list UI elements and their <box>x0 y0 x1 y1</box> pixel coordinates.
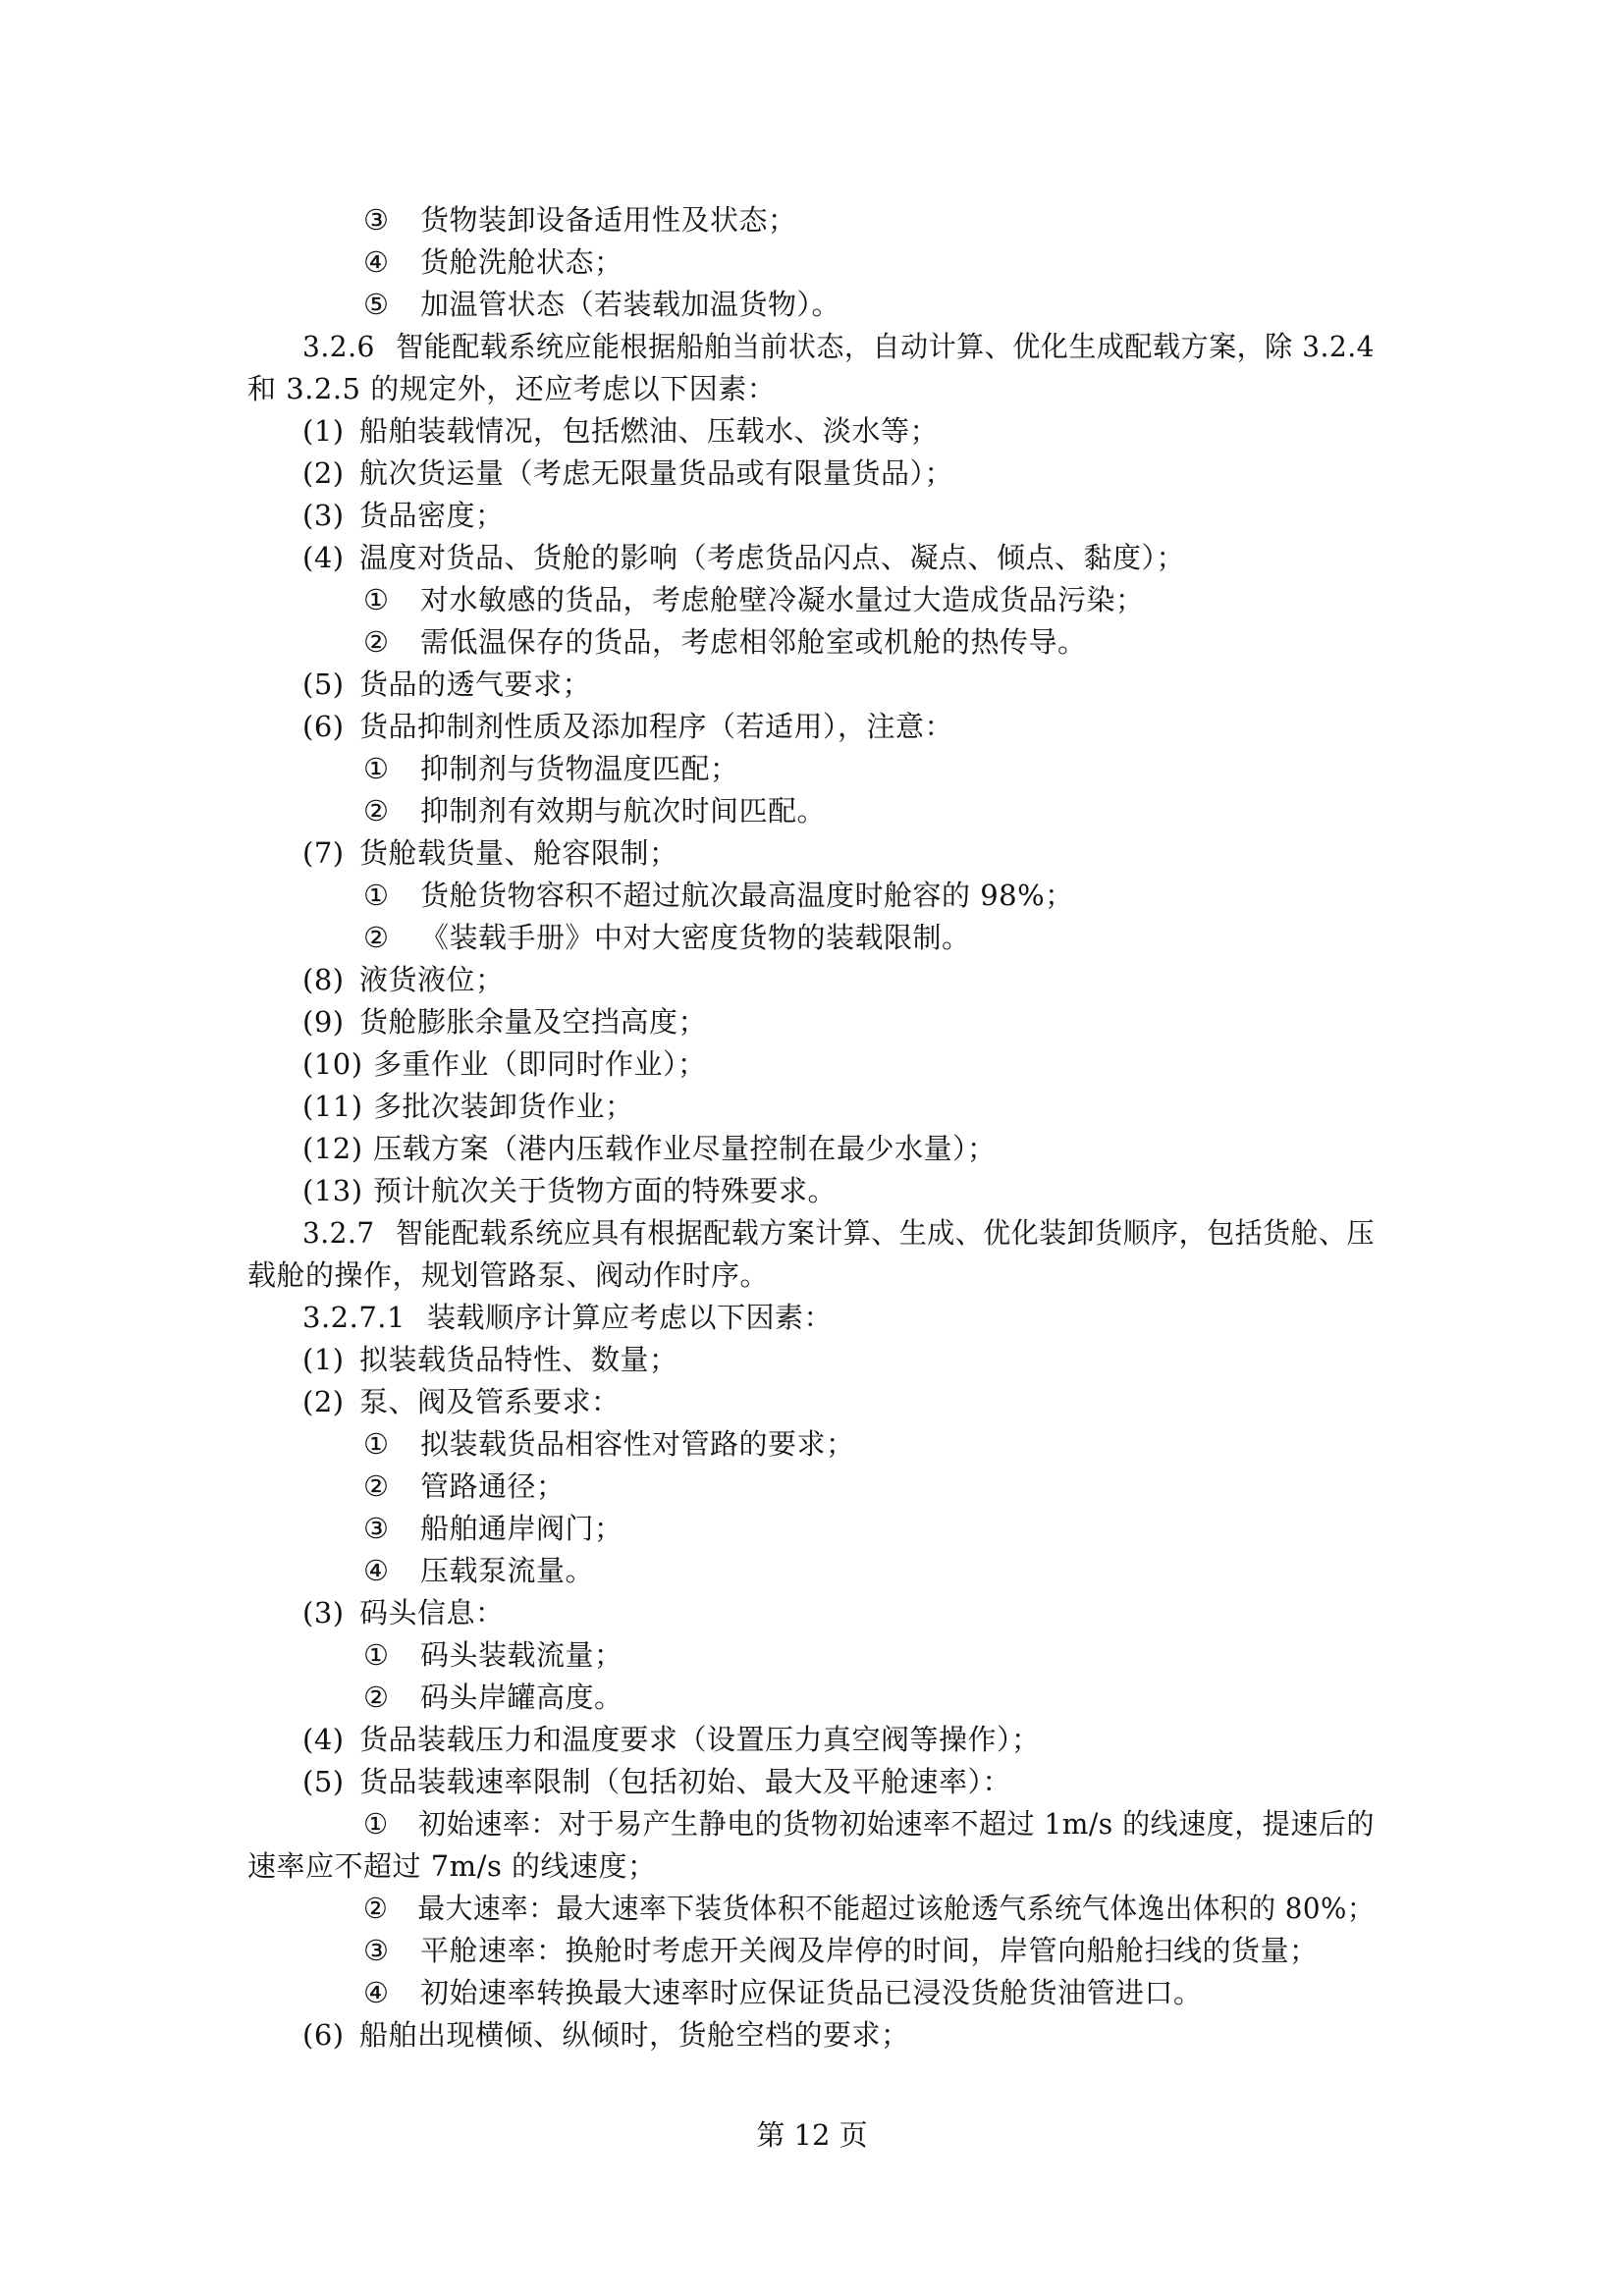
list-text: 货品抑制剂性质及添加程序（若适用），注意： <box>359 710 954 743</box>
list-marker: ② <box>363 1681 390 1714</box>
list-text: 货品装载压力和温度要求（设置压力真空阀等操作）； <box>359 1723 1041 1756</box>
paragraph-continuation <box>247 1846 657 1886</box>
list-marker: (2) <box>302 456 345 490</box>
list-item <box>302 1340 678 1379</box>
list-item <box>302 1002 707 1041</box>
list-marker: (10) <box>302 1047 363 1081</box>
list-item <box>302 665 591 704</box>
clause-number: 3.2.6 <box>302 330 375 363</box>
list-item <box>363 1973 1203 2012</box>
list-marker: ③ <box>363 203 390 237</box>
list-item <box>302 1720 1041 1759</box>
list-item <box>302 707 953 746</box>
list-text: 拟装载货品相容性对管路的要求； <box>420 1427 855 1461</box>
list-item <box>302 411 939 451</box>
list-marker: ④ <box>363 245 390 279</box>
list-marker: ① <box>363 879 390 912</box>
list-marker: ① <box>363 1807 389 1841</box>
list-marker: (6) <box>302 2018 345 2052</box>
clause-heading <box>302 327 1375 366</box>
list-text: 拟装载货品特性、数量； <box>359 1343 678 1376</box>
paragraph-text: 和 3.2.5 的规定外，还应考虑以下因素： <box>247 372 777 405</box>
list-item <box>302 1171 837 1210</box>
list-item <box>363 580 1145 619</box>
list-item <box>363 285 840 324</box>
list-item <box>363 1678 623 1717</box>
list-item <box>363 200 797 240</box>
list-text: 初始速率：对于易产生静电的货物初始速率不超过 1m/s 的线速度，提速后的 <box>418 1807 1375 1841</box>
list-text: 预计航次关于货物方面的特殊要求。 <box>373 1174 838 1207</box>
list-item <box>363 1424 855 1464</box>
list-marker: (1) <box>302 414 345 448</box>
list-marker: (7) <box>302 836 345 870</box>
list-marker: (3) <box>302 499 345 532</box>
list-text: 货舱载货量、舱容限制； <box>359 836 678 870</box>
list-item <box>363 876 1074 915</box>
list-item <box>302 960 505 999</box>
list-text: 货舱洗舱状态； <box>420 245 623 279</box>
page-number-footer: 第 12 页 <box>756 2118 868 2152</box>
list-item <box>302 496 505 535</box>
paragraph-continuation <box>247 369 776 408</box>
list-item <box>302 454 953 493</box>
list-marker: ④ <box>363 1976 390 2009</box>
list-text: 货品密度； <box>359 499 505 532</box>
list-marker: ② <box>363 625 390 659</box>
list-text: 平舱速率：换舱时考虑开关阀及岸停的时间，岸管向船舱扫线的货量； <box>420 1934 1319 1967</box>
list-marker: (3) <box>302 1596 345 1629</box>
list-text: 多重作业（即同时作业）； <box>373 1047 707 1081</box>
list-text: 航次货运量（考虑无限量货品或有限量货品）； <box>359 456 954 490</box>
list-marker: (2) <box>302 1385 345 1418</box>
list-text: 货品装载速率限制（包括初始、最大及平舱速率）： <box>359 1765 1012 1798</box>
list-text: 码头信息： <box>359 1596 505 1629</box>
list-text: 码头岸罐高度。 <box>420 1681 623 1714</box>
list-text: 货舱膨胀余量及空挡高度； <box>359 1005 708 1039</box>
clause-number: 3.2.7.1 <box>302 1301 406 1334</box>
list-item <box>363 1551 594 1590</box>
list-item <box>363 622 1087 662</box>
list-marker: (13) <box>302 1174 363 1207</box>
list-item <box>363 242 623 282</box>
list-marker: ② <box>363 794 390 828</box>
list-text: 最大速率：最大速率下装货体积不能超过该舱透气系统气体逸出体积的 80%； <box>417 1892 1376 1925</box>
list-text: 《装载手册》中对大密度货物的装载限制。 <box>420 921 971 954</box>
list-text: 液货液位； <box>359 963 505 996</box>
list-item <box>302 1129 997 1168</box>
list-marker: (1) <box>302 1343 345 1376</box>
list-text: 压载泵流量。 <box>420 1554 595 1587</box>
list-text: 船舶通岸阀门； <box>420 1512 623 1545</box>
list-item <box>363 749 739 788</box>
list-marker: (4) <box>302 1723 345 1756</box>
list-marker: ② <box>363 921 390 954</box>
list-marker: ⑤ <box>363 288 390 321</box>
list-item <box>363 1931 1319 1970</box>
list-marker: (12) <box>302 1132 363 1165</box>
list-marker: ① <box>363 583 390 616</box>
list-marker: ② <box>363 1892 389 1925</box>
list-text: 货舱货物容积不超过航次最高温度时舱容的 98%； <box>420 879 1074 912</box>
list-text: 对水敏感的货品，考虑舱壁冷凝水量过大造成货品污染； <box>420 583 1145 616</box>
paragraph-text: 载舱的操作，规划管路泵、阀动作时序。 <box>247 1258 770 1292</box>
list-item <box>363 1804 1375 1843</box>
list-item <box>302 1593 505 1632</box>
list-item <box>363 1467 566 1506</box>
list-item <box>302 2015 910 2055</box>
list-text: 泵、阀及管系要求： <box>359 1385 621 1418</box>
list-text: 货品的透气要求； <box>359 667 592 701</box>
clause-text: 智能配载系统应具有根据配载方案计算、生成、优化装卸货顺序，包括货舱、压 <box>395 1216 1376 1250</box>
list-item <box>363 1509 623 1548</box>
list-text: 货物装卸设备适用性及状态； <box>420 203 797 237</box>
list-marker: (5) <box>302 1765 345 1798</box>
list-item <box>363 1635 623 1675</box>
list-marker: (4) <box>302 541 345 574</box>
list-marker: (11) <box>302 1090 363 1123</box>
list-marker: (8) <box>302 963 345 996</box>
list-text: 抑制剂与货物温度匹配； <box>420 752 739 785</box>
list-marker: ① <box>363 1427 390 1461</box>
list-text: 需低温保存的货品，考虑相邻舱室或机舱的热传导。 <box>420 625 1087 659</box>
clause-heading <box>302 1298 833 1337</box>
list-marker: (6) <box>302 710 345 743</box>
list-item <box>363 1889 1375 1928</box>
list-text: 多批次装卸货作业； <box>373 1090 634 1123</box>
list-item <box>302 833 678 873</box>
clause-text: 智能配载系统应能根据船舶当前状态，自动计算、优化生成配载方案，除 3.2.4 <box>396 330 1375 363</box>
list-item <box>302 1382 621 1421</box>
list-text: 温度对货品、货舱的影响（考虑货品闪点、凝点、倾点、黏度）； <box>359 541 1186 574</box>
list-text: 船舶装载情况，包括燃油、压载水、淡水等； <box>359 414 940 448</box>
list-marker: ③ <box>363 1934 390 1967</box>
paragraph-continuation <box>247 1255 769 1295</box>
list-text: 抑制剂有效期与航次时间匹配。 <box>420 794 827 828</box>
list-marker: ④ <box>363 1554 390 1587</box>
list-marker: ③ <box>363 1512 390 1545</box>
list-item <box>363 791 826 830</box>
list-item <box>302 1044 707 1084</box>
clause-heading <box>302 1213 1375 1253</box>
list-marker: (9) <box>302 1005 345 1039</box>
list-marker: ② <box>363 1469 390 1503</box>
list-item <box>302 1087 634 1126</box>
list-text: 加温管状态（若装载加温货物）。 <box>420 288 841 321</box>
list-text: 船舶出现横倾、纵倾时，货舱空档的要求； <box>359 2018 910 2052</box>
list-marker: (5) <box>302 667 345 701</box>
list-text: 管路通径； <box>420 1469 566 1503</box>
list-text: 压载方案（港内压载作业尽量控制在最少水量）； <box>373 1132 997 1165</box>
clause-number: 3.2.7 <box>302 1216 375 1250</box>
clause-text: 装载顺序计算应考虑以下因素： <box>426 1301 833 1334</box>
list-text: 码头装载流量； <box>420 1638 623 1672</box>
list-marker: ① <box>363 1638 390 1672</box>
list-marker: ① <box>363 752 390 785</box>
list-item <box>363 918 971 957</box>
list-text: 初始速率转换最大速率时应保证货品已浸没货舱货油管进口。 <box>420 1976 1203 2009</box>
list-item <box>302 538 1185 577</box>
list-item <box>302 1762 1011 1801</box>
paragraph-text: 速率应不超过 7m/s 的线速度； <box>247 1849 657 1883</box>
